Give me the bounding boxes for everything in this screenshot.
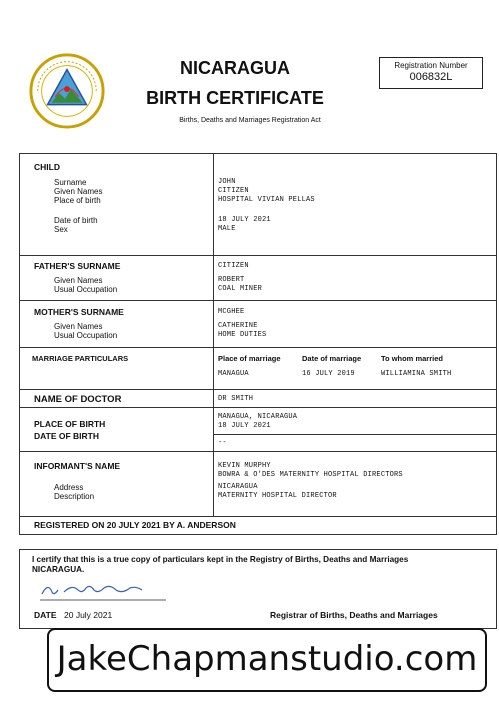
marriage-heading: MARRIAGE PARTICULARS xyxy=(32,354,129,363)
marriage-spouse-value: WILLIAMINA SMITH xyxy=(381,370,452,378)
child-heading: CHILD xyxy=(34,162,60,172)
mother-given-value: CATHERINE xyxy=(218,322,258,330)
child-dob-label: Date of birth xyxy=(54,216,98,225)
informant-address-value: NICARAGUA xyxy=(218,483,258,491)
informant-name-value: KEVIN MURPHY xyxy=(218,462,271,470)
mother-occupation-label: Usual Occupation xyxy=(54,331,118,340)
place-of-birth-value: MANAGUA, NICARAGUA xyxy=(218,413,298,421)
informant-description-value: MATERNITY HOSPITAL DIRECTOR xyxy=(218,492,337,500)
informant-heading: INFORMANT'S NAME xyxy=(34,461,121,471)
act-reference: Births, Deaths and Marriages Registration Act xyxy=(179,117,321,124)
father-occupation-label: Usual Occupation xyxy=(54,285,118,294)
child-given-value: CITIZEN xyxy=(218,187,249,195)
child-sex-label: Sex xyxy=(54,225,68,234)
child-dob-value: 18 JULY 2021 xyxy=(218,216,271,224)
child-surname-label: Surname xyxy=(54,178,87,187)
child-sex-value: MALE xyxy=(218,225,236,233)
signature-icon xyxy=(38,578,168,602)
date-value: 20 July 2021 xyxy=(64,610,113,620)
blank-value: -- xyxy=(218,439,227,447)
registration-label: Registration Number xyxy=(394,61,468,70)
registered-line: REGISTERED ON 20 JULY 2021 BY A. ANDERSON xyxy=(34,520,236,530)
mother-given-label: Given Names xyxy=(54,322,103,331)
coat-of-arms-icon xyxy=(28,52,106,130)
father-given-label: Given Names xyxy=(54,276,103,285)
father-given-value: ROBERT xyxy=(218,276,245,284)
marriage-date-value: 16 JULY 2019 xyxy=(302,370,355,378)
informant-org-value: BOWRA & O'DES MATERNITY HOSPITAL DIRECTORS xyxy=(218,471,403,479)
registration-number: 006832L xyxy=(409,71,453,83)
date-of-birth-value: 18 JULY 2021 xyxy=(218,422,271,430)
mother-heading: MOTHER'S SURNAME xyxy=(34,307,124,317)
father-occupation-value: COAL MINER xyxy=(218,285,263,293)
certification-country: NICARAGUA. xyxy=(32,565,85,574)
marriage-date-header: Date of marriage xyxy=(302,354,362,363)
document-subtitle: BIRTH CERTIFICATE xyxy=(146,88,324,108)
place-of-birth-heading: PLACE OF BIRTH xyxy=(34,419,106,429)
child-given-label: Given Names xyxy=(54,187,103,196)
doctor-heading: NAME OF DOCTOR xyxy=(34,394,122,405)
child-surname-value: JOHN xyxy=(218,178,236,186)
child-place-value: HOSPITAL VIVIAN PELLAS xyxy=(218,196,315,204)
registrar-title: Registrar of Births, Deaths and Marriages xyxy=(270,610,438,620)
certificate-table xyxy=(19,153,497,535)
certification-text: I certify that this is a true copy of particulars kept in the Registry of Births, Deaths and Marriages xyxy=(32,555,409,564)
informant-address-label: Address xyxy=(54,483,84,492)
mother-occupation-value: HOME DUTIES xyxy=(218,331,267,339)
mother-surname-value: MCGHEE xyxy=(218,308,245,316)
watermark-banner: JakeChapmanstudio.com xyxy=(47,628,487,692)
marriage-place-header: Place of marriage xyxy=(218,354,281,363)
date-label: DATE xyxy=(34,610,57,620)
father-heading: FATHER'S SURNAME xyxy=(34,261,121,271)
document-title: NICARAGUA xyxy=(180,58,290,78)
doctor-value: DR SMITH xyxy=(218,395,254,403)
father-surname-value: CITIZEN xyxy=(218,262,249,270)
marriage-spouse-header: To whom married xyxy=(381,354,443,363)
marriage-place-value: MANAGUA xyxy=(218,370,249,378)
date-of-birth-heading: DATE OF BIRTH xyxy=(34,431,100,441)
registration-box xyxy=(379,57,483,89)
child-place-label: Place of birth xyxy=(54,196,101,205)
informant-description-label: Description xyxy=(54,492,95,501)
certification-box xyxy=(19,549,497,629)
